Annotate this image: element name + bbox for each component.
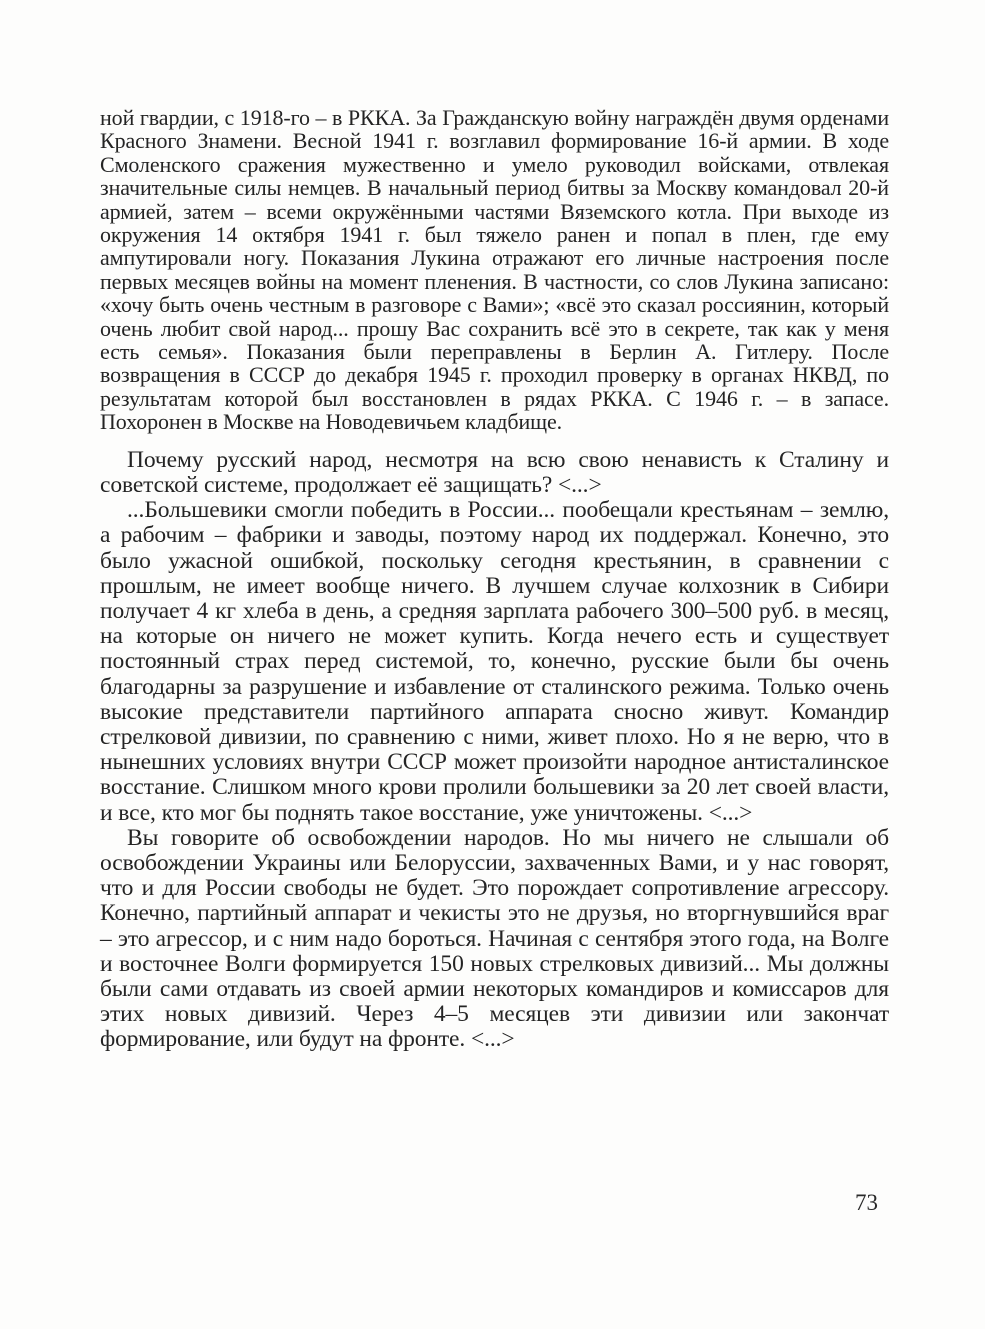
paragraph-answer-liberation: Вы говорите об освобождении народов. Но мы ничего не слышали об освобождении Украины или Белоруссии, захваченных Вами, и у нас говорят, что и для России свободы не будет. Это порождает сопротивление агрессору. Конечно, партийный аппарат и чекисты это не друзья, но вторгнувшийся враг – это агрессор, и с ним надо бороться. Начиная с сентября этого года, на Волге и восточнее Волги формируется 150 новых стрелковых дивизий... Мы должны были сами отдавать из своей армии некоторых командиров и комиссаров для этих новых дивизий. Через 4–5 месяцев эти дивизии или закончат формирование, или будут на фронте. <...> <box>100 824 889 1053</box>
page-text-block <box>100 106 889 1053</box>
page-number: 73 <box>855 1190 878 1215</box>
paragraph-answer-bolsheviks: ...Большевики смогли победить в России... пообещали крестьянам – землю, а рабочим – фабрики и заводы, поэтому народ их поддержал. Конечно, это было ужасной ошибкой, поскольку сегодня крестьянин, в сравнении с прошлым, не имеет вообще ничего. В лучшем случае колхозник в Сибири получает 4 кг хлеба в день, а средняя зарплата рабочего 300–500 руб. в месяц, на которые он ничего не может купить. Когда нечего есть и существует постоянный страх перед системой, то, конечно, русские были бы очень благодарны за разрушение и избавление от сталинского режима. Только очень высокие представители партийного аппарата сносно живут. Командир стрелковой дивизии, по сравнению с ними, живет плохо. Но я не верю, что в нынешних условиях внутри СССР может произойти народное антисталинское восстание. Слишком много крови пролили большевики за 20 лет своей власти, и все, кто мог бы поднять такое восстание, уже уничтожены. <...> <box>100 497 889 826</box>
paragraph-question: Почему русский народ, несмотря на всю свою ненависть к Сталину и советской системе, продолжает её защищать? <...> <box>100 446 889 498</box>
paragraph-bio-note: ной гвардии, с 1918-го – в РККА. За Гражданскую войну награждён двумя орденами Красного Знамени. Весной 1941 г. возглавил формирование 16-й армии. В ходе Смоленского сражения мужественно и умело руководил войсками, отвлекая значительные силы немцев. В начальный период битвы за Москву командовал 20-й армией, затем – всеми окружёнными частями Вяземского котла. При выходе из окружения 14 октября 1941 г. был тяжело ранен и попал в плен, где ему ампутировали ногу. Показания Лукина отражают его личные настроения после первых месяцев войны на момент пленения. В частности, со слов Лукина записано: «хочу быть очень честным в разговоре с Вами»; «всё это сказал россиянин, который очень любит свой народ... прошу Вас сохранить всё это в секрете, так как у меня есть семья». Показания были переправлены в Берлин А. Гитлеру. После возвращения в СССР до декабря 1945 г. проходил проверку в органах НКВД, по результатам которой был восстановлен в рядах РККА. С 1946 г. – в запасе. Похоронен в Москве на Новодевичьем кладбище. <box>100 105 889 435</box>
